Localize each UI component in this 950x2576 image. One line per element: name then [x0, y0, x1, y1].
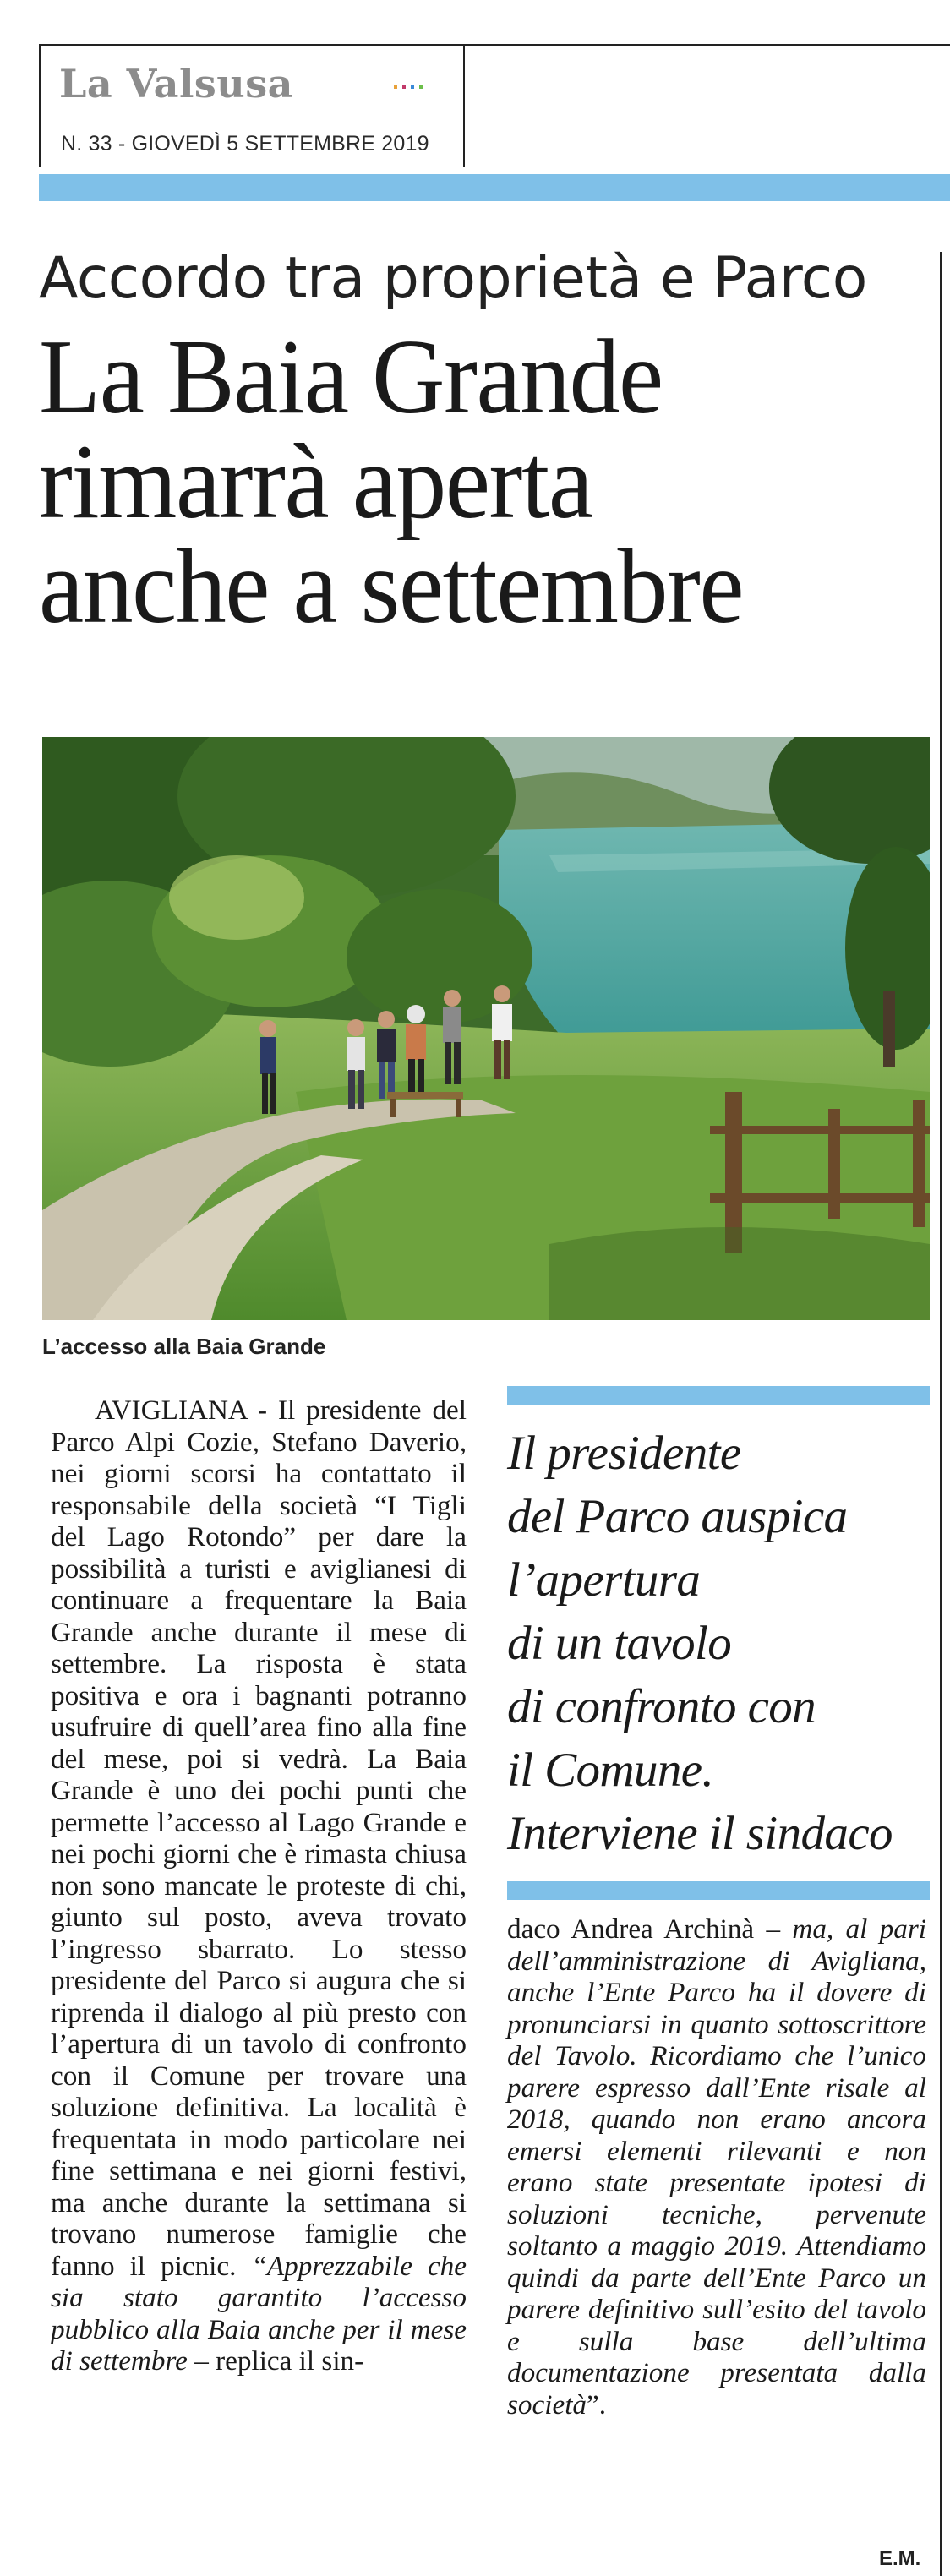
pullquote-line-4: di un tavolo	[507, 1617, 732, 1670]
body-right-lead: daco Andrea Archinà –	[507, 1913, 793, 1945]
dot-2	[402, 85, 406, 89]
dot-1	[394, 85, 397, 89]
pullquote-line-1: Il presidente	[507, 1427, 741, 1480]
headline-line-1: La Baia Grande	[39, 319, 663, 436]
pullquote-top-bar	[507, 1386, 930, 1405]
article-photo	[42, 737, 930, 1320]
masthead	[39, 44, 465, 167]
photo-caption: L’accesso alla Baia Grande	[42, 1334, 326, 1359]
body-left-quote: “Apprezzabile che sia stato garantito l’accesso pubblico alla Baia anche per il mese di settembre	[51, 2250, 467, 2377]
headline-line-2: rimarrà aperta	[39, 423, 592, 541]
top-rule	[465, 44, 950, 46]
pullquote-line-6: il Comune.	[507, 1744, 714, 1797]
blue-band	[39, 174, 950, 201]
article-headline	[39, 319, 890, 646]
article-body-left	[51, 1394, 467, 2377]
masthead-color-dots	[394, 78, 445, 86]
pullquote-line-7: Interviene il sindaco	[507, 1807, 893, 1860]
lake-shore-illustration	[42, 737, 930, 1320]
body-left-tail: – replica il sin-	[187, 2345, 364, 2377]
dot-3	[411, 85, 414, 89]
author-signature: E.M.	[879, 2547, 921, 2570]
body-right-paragraph	[507, 1913, 926, 2420]
pullquote-line-2: del Parco auspica	[507, 1490, 848, 1543]
dot-4	[419, 85, 423, 89]
body-left-text: AVIGLIANA - Il presidente del Parco Alpi Cozie, Stefano Daverio, nei giorni scorsi ha contattato il responsabile della società “I Tigli del Lago Rotondo” per dare la possibilità a turisti e aviglianesi di continuare a frequentare la Baia Grande anche durante il mese di settembre. La risposta è stata positiva e ora i bagnanti potranno usufruire di quell’area fino alla fine del mese, poi si vedrà. La Baia Grande è uno dei pochi punti che permette l’accesso al Lago Grande e nei pochi giorni che è rimasta chiusa non sono mancate le proteste di chi, giunto sul posto, aveva trovato l’ingresso sbarrato. Lo stesso presidente del Parco si augura che si riprenda il dialogo al più presto con l’apertura di un tavolo di confronto con il Comune per trovare una soluzione definitiva. La località è frequentata in modo particolare nei fine settimana e nei giorni festivi, ma anche durante la settimana si trovano numerose famiglie che fanno il picnic.	[51, 1394, 467, 2282]
pullquote-line-5: di confronto con	[507, 1680, 816, 1733]
body-left-paragraph	[51, 1394, 467, 2377]
article-body-right	[507, 1913, 926, 2420]
body-right-quote: ma, al pari dell’amministrazione di Avigliana, anche l’Ente Parco ha il dovere di pronunciarsi in quanto sottoscrittore del Tavolo. Ricordiamo che l’unico parere espresso dall’Ente risale al 2018, quando non erano ancora emersi elementi rilevanti e non erano state presentate ipotesi di soluzioni tecniche, pervenute soltanto a maggio 2019. Attendiamo quindi da parte dell’Ente Parco un parere definitivo sull’esito del tavolo e sulla base dell’ultima documentazione presentata dalla società	[507, 1913, 926, 2420]
issue-line: N. 33 - GIOVEDÌ 5 SETTEMBRE 2019	[61, 132, 429, 156]
newspaper-name: La Valsusa	[59, 61, 293, 106]
pullquote-line-3: l’apertura	[507, 1553, 701, 1607]
article-kicker: Accordo tra proprietà e Parco	[39, 245, 867, 312]
headline-line-3: anche a settembre	[39, 528, 744, 646]
pullquote	[507, 1422, 938, 1865]
pullquote-bottom-bar	[507, 1881, 930, 1900]
right-column-rule	[940, 252, 942, 2576]
body-right-closing: ”.	[587, 2388, 607, 2420]
